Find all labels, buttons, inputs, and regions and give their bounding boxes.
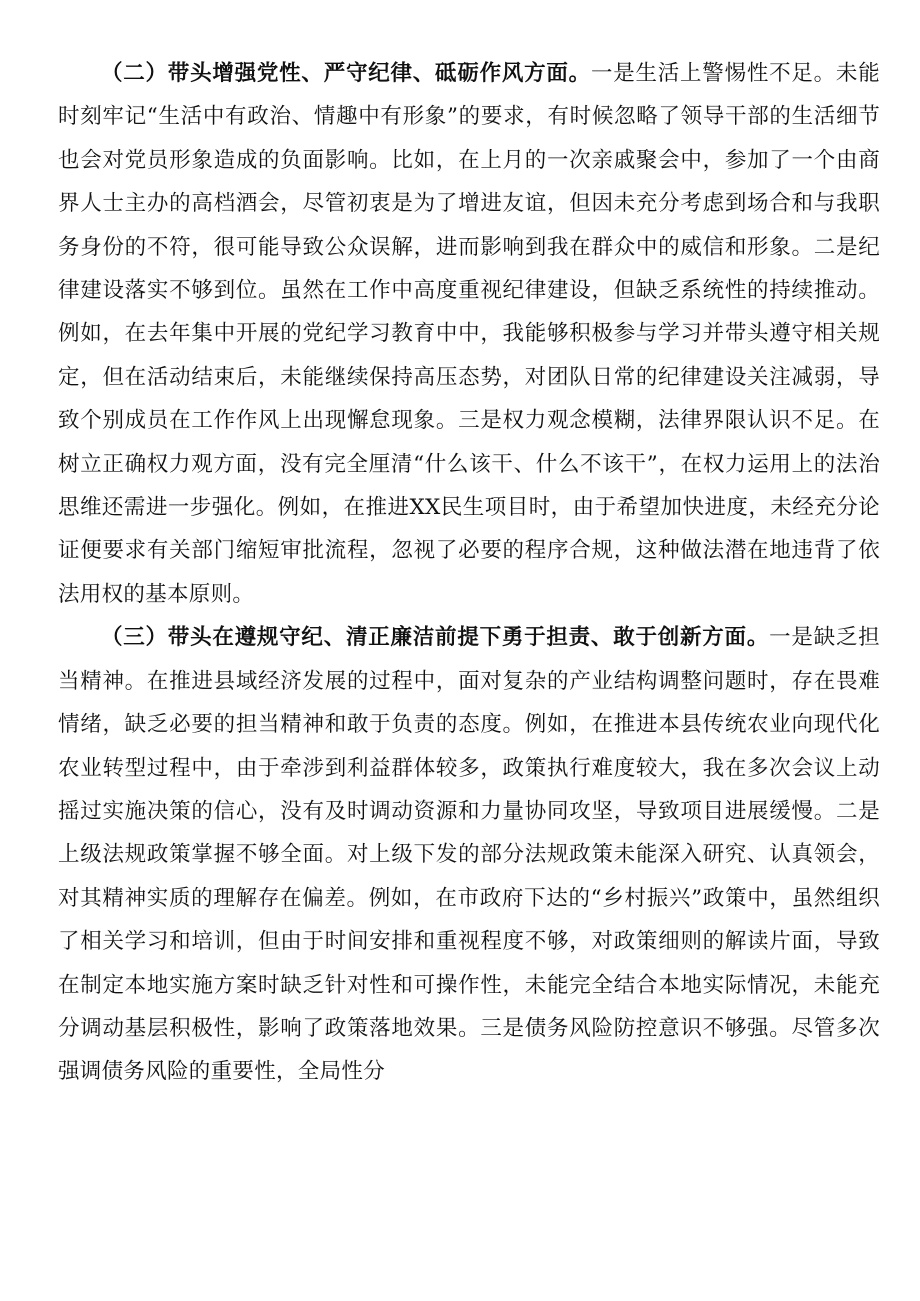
section-paragraph-3	[58, 616, 880, 1093]
section-heading-2: （二）带头增强党性、严守纪律、砥砺作风方面。	[101, 61, 591, 86]
section-body-3: 一是缺乏担当精神。在推进县域经济发展的过程中，面对复杂的产业结构调整问题时，存在畏难情绪，缺乏必要的担当精神和敢于负责的态度。例如，在推进本县传统农业向现代化农业转型过程中，由于牵涉到利益群体较多，政策执行难度较大，我在多次会议上动摇过实施决策的信心，没有及时调动资源和力量协同攻坚，导致项目进展缓慢。二是上级法规政策掌握不够全面。对上级下发的部分法规政策未能深入研究、认真领会，对其精神实质的理解存在偏差。例如，在市政府下达的“乡村振兴”政策中，虽然组织了相关学习和培训，但由于时间安排和重视程度不够，对政策细则的解读片面，导致在制定本地实施方案时缺乏针对性和可操作性，未能完全结合本地实际情况，未能充分调动基层积极性，影响了政策落地效果。三是债务风险防控意识不够强。尽管多次强调债务风险的重要性，全局性分	[58, 625, 880, 1085]
section-heading-3: （三）带头在遵规守纪、清正廉洁前提下勇于担责、敢于创新方面。	[101, 625, 770, 651]
document-page	[58, 52, 880, 1094]
section-paragraph-2	[58, 52, 880, 616]
section-body-2: 一是生活上警惕性不足。未能时刻牢记“生活中有政治、情趣中有形象”的要求，有时候忽略了领导干部的生活细节也会对党员形象造成的负面影响。比如，在上月的一次亲戚聚会中，参加了一个由商界人士主办的高档酒会，尽管初衷是为了增进友谊，但因未充分考虑到场合和与我职务身份的不符，很可能导致公众误解，进而影响到我在群众中的威信和形象。二是纪律建设落实不够到位。虽然在工作中高度重视纪律建设，但缺乏系统性的持续推动。例如，在去年集中开展的党纪学习教育中中，我能够积极参与学习并带头遵守相关规定，但在活动结束后，未能继续保持高压态势，对团队日常的纪律建设关注减弱，导致个别成员在工作作风上出现懈怠现象。三是权力观念模糊，法律界限认识不足。在树立正确权力观方面，没有完全厘清“什么该干、什么不该干”，在权力运用上的法治思维还需进一步强化。例如，在推进XX民生项目时，由于希望加快进度，未经充分论证便要求有关部门缩短审批流程，忽视了必要的程序合规，这种做法潜在地违背了依法用权的基本原则。	[58, 61, 880, 607]
